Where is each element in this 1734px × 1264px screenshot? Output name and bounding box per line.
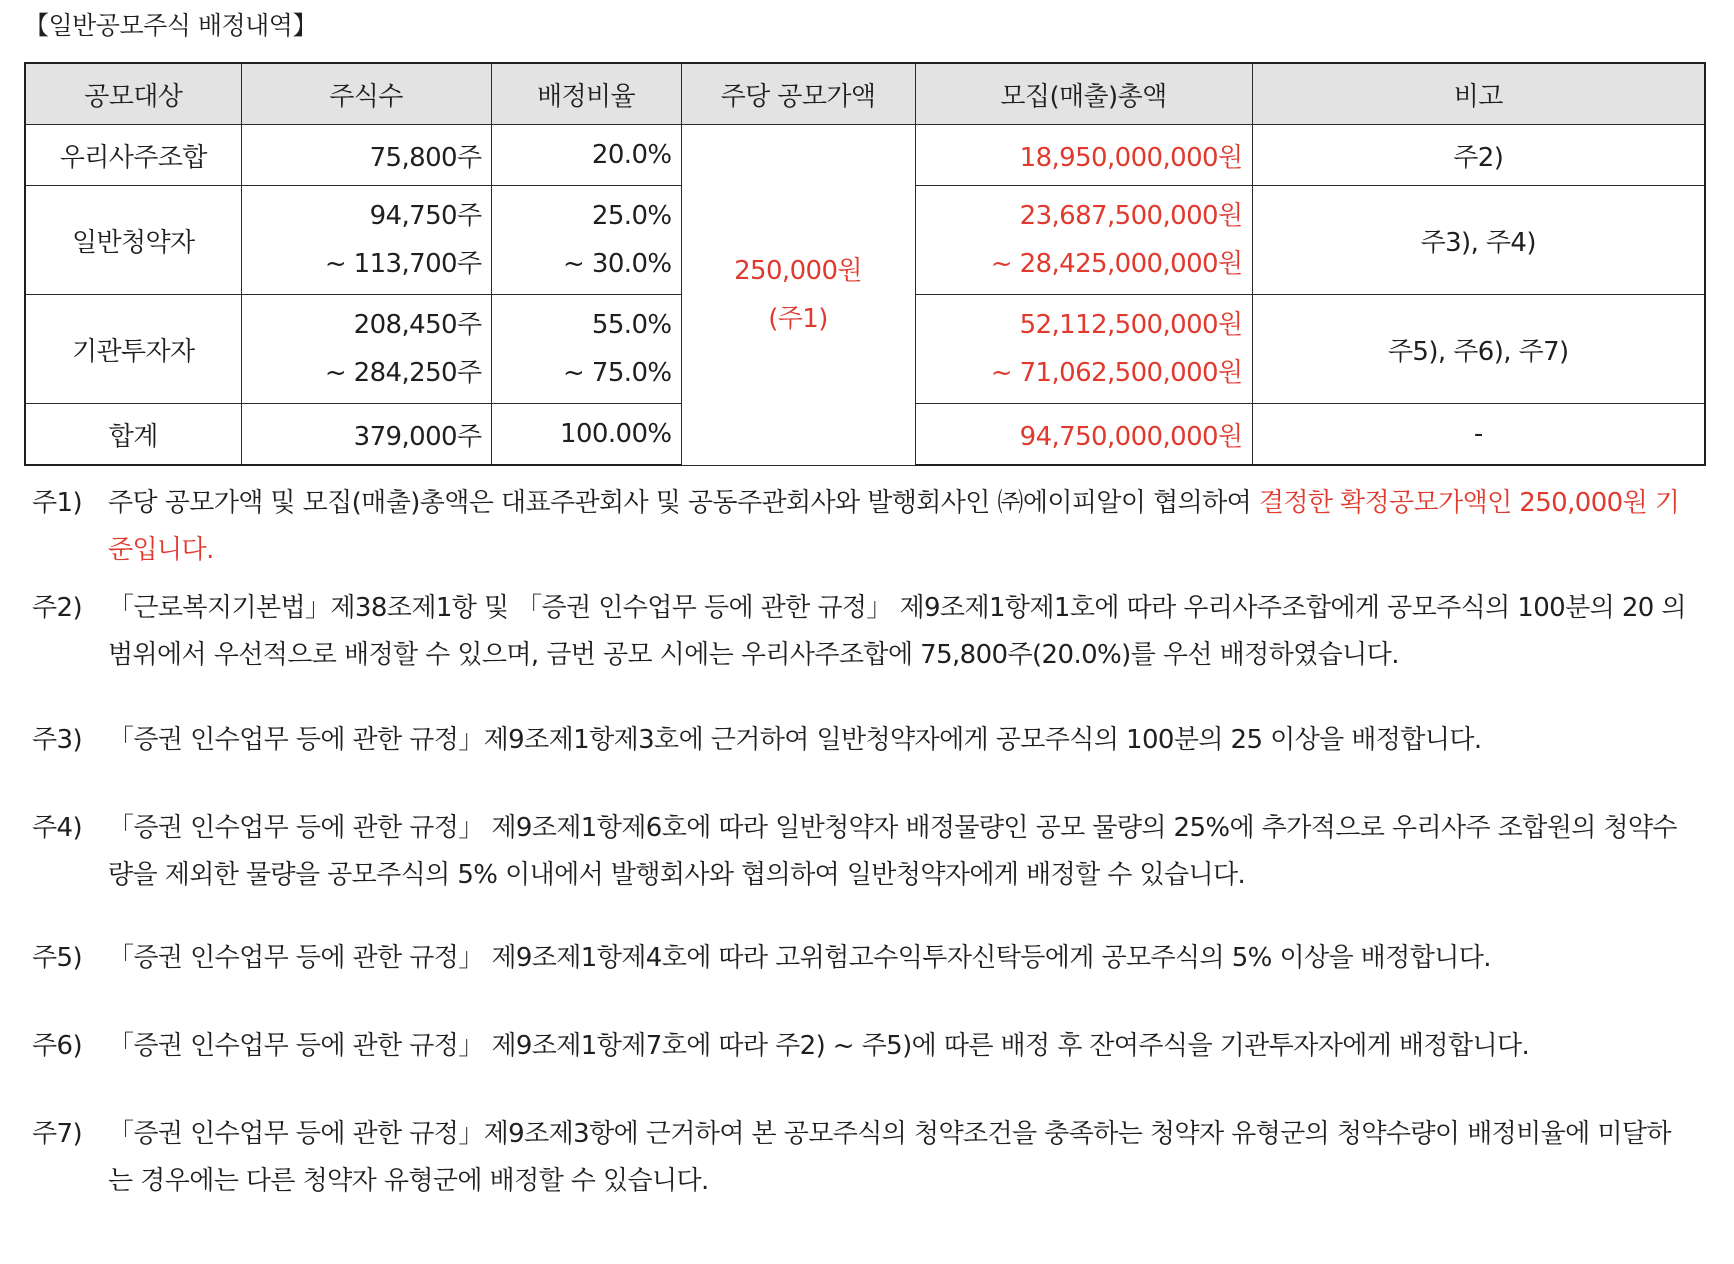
header-remark: 비고: [1252, 63, 1705, 125]
ratio-max: ~ 30.0%: [563, 249, 672, 279]
header-amount: 모집(매출)총액: [915, 63, 1252, 125]
amount-max: ~ 71,062,500,000원: [990, 358, 1243, 388]
row-remark: 주2): [1252, 125, 1705, 186]
row-ratio: 20.0%: [491, 125, 681, 186]
footnote-label: 주5): [32, 943, 83, 973]
row-remark: -: [1252, 404, 1705, 466]
shares-max: ~ 284,250주: [324, 358, 482, 388]
row-remark: 주3), 주4): [1252, 186, 1705, 295]
footnote-highlight: 결정한 확정공모가액인 250,000원 기준입니다.: [108, 488, 1680, 565]
row-target: 합계: [25, 404, 241, 466]
price-note: (주1): [768, 303, 828, 334]
row-target: 우리사주조합: [25, 125, 241, 186]
footnote-text: 「근로복지기본법」제38조제1항 및 「증권 인수업무 등에 관한 규정」 제9조제1항제1호에 따라 우리사주조합에게 공모주식의 100분의 20 의 범위에서 우선적으로 배정할 수 있으며, 금번 공모 시에는 우리사주조합에 75,800주(20.0%)를 우선 배정하였습니다.: [108, 593, 1686, 670]
footnote-text: 「증권 인수업무 등에 관한 규정」 제9조제1항제4호에 따라 고위험고수익투자신탁등에게 공모주식의 5% 이상을 배정합니다.: [108, 943, 1491, 973]
header-target: 공모대상: [25, 63, 241, 125]
header-ratio: 배정비율: [491, 63, 681, 125]
allocation-table: [24, 62, 1706, 466]
row-ratio: 100.00%: [491, 404, 681, 466]
footnote-text: 「증권 인수업무 등에 관한 규정」제9조제1항제3호에 근거하여 일반청약자에게 공모주식의 100분의 25 이상을 배정합니다.: [108, 725, 1482, 755]
page-title: 【일반공모주식 배정내역】: [24, 11, 317, 40]
footnote: [32, 585, 1692, 679]
footnote: [32, 935, 1692, 982]
shares-max: ~ 113,700주: [324, 249, 482, 279]
footnote-label: 주7): [32, 1119, 83, 1149]
ratio-min: 25.0%: [591, 201, 672, 231]
shares-min: 208,450주: [353, 310, 482, 340]
row-amount: 18,950,000,000원: [915, 125, 1252, 186]
footnote-text: 「증권 인수업무 등에 관한 규정」 제9조제1항제6호에 따라 일반청약자 배정물량인 공모 물량의 25%에 추가적으로 우리사주 조합원의 청약수량을 제외한 물량을 공모주식의 5% 이내에서 발행회사와 협의하여 일반청약자에게 배정할 수 있습니다.: [108, 813, 1677, 890]
row-ratio: [491, 295, 681, 404]
row-remark: 주5), 주6), 주7): [1252, 295, 1705, 404]
row-shares: [241, 295, 491, 404]
footnote-label: 주1): [32, 488, 83, 518]
footnote-label: 주3): [32, 725, 83, 755]
footnote: [32, 480, 1692, 574]
footnote: [32, 1111, 1692, 1205]
row-amount: [915, 186, 1252, 295]
amount-max: ~ 28,425,000,000원: [990, 249, 1243, 279]
amount-min: 23,687,500,000원: [1019, 201, 1243, 231]
row-shares: 75,800주: [241, 125, 491, 186]
row-ratio: [491, 186, 681, 295]
header-shares: 주식수: [241, 63, 491, 125]
row-amount: 94,750,000,000원: [915, 404, 1252, 466]
footnote-label: 주4): [32, 813, 83, 843]
row-shares: [241, 186, 491, 295]
price-value: 250,000원: [734, 255, 862, 286]
footnote: [32, 717, 1692, 764]
ratio-max: ~ 75.0%: [563, 358, 672, 388]
shares-min: 94,750주: [369, 201, 482, 231]
footnote-text: 주당 공모가액 및 모집(매출)총액은 대표주관회사 및 공동주관회사와 발행회사인 ㈜에이피알이 협의하여: [108, 488, 1259, 518]
footnote-label: 주2): [32, 593, 83, 623]
header-price: 주당 공모가액: [681, 63, 915, 125]
row-shares: 379,000주: [241, 404, 491, 466]
price-cell: [681, 125, 915, 466]
amount-min: 52,112,500,000원: [1019, 310, 1243, 340]
footnote: [32, 805, 1692, 899]
row-target: 기관투자자: [25, 295, 241, 404]
footnote: [32, 1023, 1692, 1070]
table-row: [25, 125, 1705, 186]
row-amount: [915, 295, 1252, 404]
row-target: 일반청약자: [25, 186, 241, 295]
table-header-row: [25, 63, 1705, 125]
footnote-label: 주6): [32, 1031, 83, 1061]
footnote-text: 「증권 인수업무 등에 관한 규정」 제9조제1항제7호에 따라 주2) ~ 주5)에 따른 배정 후 잔여주식을 기관투자자에게 배정합니다.: [108, 1031, 1530, 1061]
ratio-min: 55.0%: [591, 310, 672, 340]
footnote-text: 「증권 인수업무 등에 관한 규정」제9조제3항에 근거하여 본 공모주식의 청약조건을 충족하는 청약자 유형군의 청약수량이 배정비율에 미달하는 경우에는 다른 청약자 유형군에 배정할 수 있습니다.: [108, 1119, 1671, 1196]
